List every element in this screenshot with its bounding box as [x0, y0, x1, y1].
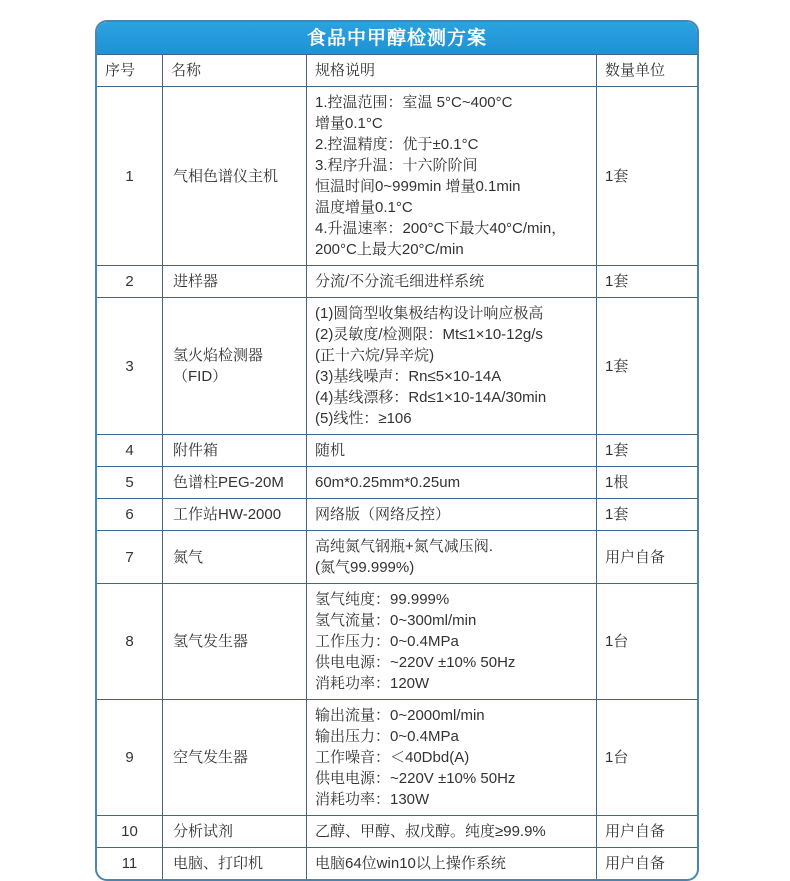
item-quantity: 1套 — [597, 298, 700, 435]
spec-line: 输出压力：0~0.4MPa — [315, 728, 459, 745]
table-title: 食品中甲醇检测方案 — [306, 28, 487, 49]
item-name: 氢火焰检测器（FID） — [163, 298, 307, 435]
spec-line: 60m*0.25mm*0.25um — [315, 474, 461, 491]
item-spec — [307, 848, 597, 880]
item-name: 附件箱 — [163, 435, 307, 467]
item-name: 分析试剂 — [163, 816, 307, 848]
spec-line: (4)基线漂移：Rd≤1×10-14A/30min — [315, 389, 547, 406]
item-name: 氮气 — [163, 531, 307, 584]
item-spec — [307, 266, 597, 298]
spec-line: (正十六烷/异辛烷) — [315, 347, 435, 364]
spec-line: (1)圆筒型收集极结构设计响应极高 — [315, 305, 544, 322]
spec-line: 2.控温精度：优于±0.1°C — [315, 136, 479, 153]
col-header-no: 序号 — [97, 55, 163, 87]
item-spec — [307, 584, 597, 700]
row-number: 8 — [97, 584, 163, 700]
row-number: 6 — [97, 499, 163, 531]
table-row — [97, 700, 700, 816]
spec-line: 高纯氮气钢瓶+氮气减压阀. — [315, 538, 493, 555]
row-number: 4 — [97, 435, 163, 467]
item-quantity: 1台 — [597, 584, 700, 700]
table-row — [97, 531, 700, 584]
item-spec — [307, 700, 597, 816]
spec-line: 随机 — [315, 442, 346, 459]
table-row — [97, 848, 700, 880]
spec-line: 200°C上最大20°C/min — [315, 241, 464, 258]
table-body — [97, 87, 700, 880]
table-row — [97, 499, 700, 531]
spec-line: 消耗功率：120W — [315, 675, 430, 692]
spec-line: 输出流量：0~2000ml/min — [315, 707, 485, 724]
item-spec — [307, 531, 597, 584]
row-number: 5 — [97, 467, 163, 499]
col-header-spec: 规格说明 — [307, 55, 597, 87]
spec-line: 供电电源：~220V ±10% 50Hz — [315, 654, 516, 671]
spec-line: (氮气99.999%) — [315, 559, 415, 576]
table-row — [97, 266, 700, 298]
item-quantity: 1套 — [597, 499, 700, 531]
item-quantity: 1套 — [597, 87, 700, 266]
item-name: 工作站HW-2000 — [163, 499, 307, 531]
item-name: 氢气发生器 — [163, 584, 307, 700]
spec-line: 4.升温速率：200°C下最大40°C/min， — [315, 220, 567, 237]
spec-table — [96, 54, 699, 880]
table-row — [97, 435, 700, 467]
row-number: 3 — [97, 298, 163, 435]
item-name: 进样器 — [163, 266, 307, 298]
spec-line: 温度增量0.1°C — [315, 199, 413, 216]
row-number: 7 — [97, 531, 163, 584]
item-spec — [307, 816, 597, 848]
item-spec — [307, 467, 597, 499]
item-quantity: 1台 — [597, 700, 700, 816]
row-number: 10 — [97, 816, 163, 848]
table-row — [97, 298, 700, 435]
row-number: 1 — [97, 87, 163, 266]
table-row — [97, 87, 700, 266]
item-name: 电脑、打印机 — [163, 848, 307, 880]
spec-line: 乙醇、甲醇、叔戊醇。纯度≥99.9% — [315, 823, 546, 840]
header-row — [97, 55, 700, 87]
spec-line: 氢气流量：0~300ml/min — [315, 612, 477, 629]
spec-line: 增量0.1°C — [315, 115, 383, 132]
item-quantity: 用户自备 — [597, 848, 700, 880]
item-quantity: 1根 — [597, 467, 700, 499]
table-row — [97, 816, 700, 848]
row-number: 11 — [97, 848, 163, 880]
spec-line: 消耗功率：130W — [315, 791, 430, 808]
spec-line: 氢气纯度：99.999% — [315, 591, 450, 608]
item-name: 色谱柱PEG-20M — [163, 467, 307, 499]
item-spec — [307, 298, 597, 435]
spec-line: 恒温时间0~999min 增量0.1min — [315, 178, 521, 195]
item-spec — [307, 499, 597, 531]
spec-line: 电脑64位win10以上操作系统 — [315, 855, 506, 872]
spec-line: (5)线性：≥106 — [315, 410, 412, 427]
table-title-bar — [97, 22, 697, 55]
item-name: 空气发生器 — [163, 700, 307, 816]
col-header-name: 名称 — [163, 55, 307, 87]
item-quantity: 1套 — [597, 435, 700, 467]
spec-line: 网络版（网络反控） — [315, 506, 451, 523]
spec-line: 1.控温范围：室温 5°C~400°C — [315, 94, 513, 111]
item-quantity: 用户自备 — [597, 816, 700, 848]
row-number: 2 — [97, 266, 163, 298]
spec-line: 工作噪音：＜40Dbd(A) — [315, 749, 470, 766]
item-name: 气相色谱仪主机 — [163, 87, 307, 266]
spec-line: 供电电源：~220V ±10% 50Hz — [315, 770, 516, 787]
item-quantity: 1套 — [597, 266, 700, 298]
spec-line: 工作压力：0~0.4MPa — [315, 633, 459, 650]
item-spec — [307, 435, 597, 467]
item-spec — [307, 87, 597, 266]
row-number: 9 — [97, 700, 163, 816]
col-header-qty: 数量单位 — [597, 55, 700, 87]
spec-line: 3.程序升温：十六阶阶间 — [315, 157, 478, 174]
spec-line: (3)基线噪声：Rn≤5×10-14A — [315, 368, 502, 385]
item-quantity: 用户自备 — [597, 531, 700, 584]
table-row — [97, 584, 700, 700]
spec-table-panel — [95, 20, 699, 881]
spec-line: (2)灵敏度/检测限：Mt≤1×10-12g/s — [315, 326, 543, 343]
table-row — [97, 467, 700, 499]
spec-line: 分流/不分流毛细进样系统 — [315, 273, 485, 290]
